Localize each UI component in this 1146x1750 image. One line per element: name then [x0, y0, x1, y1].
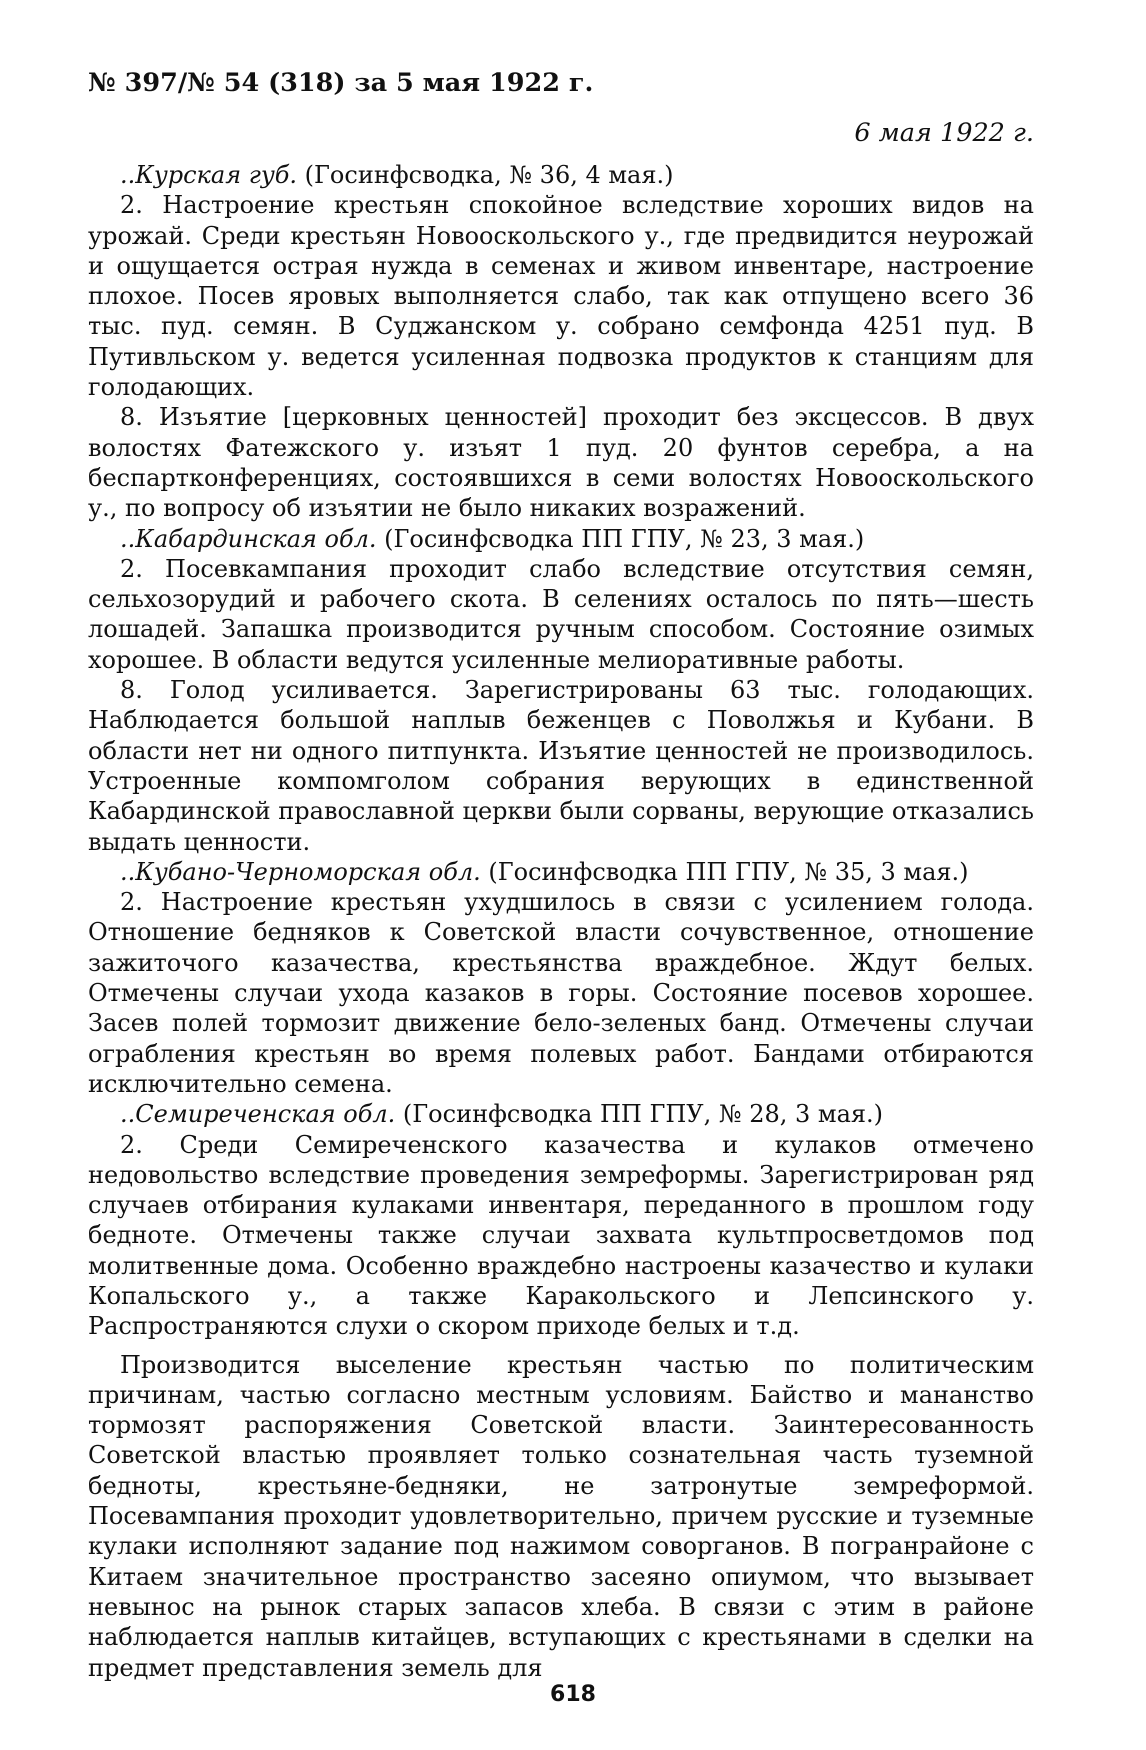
- region-source: (Госинфсводка ПП ГПУ, № 23, 3 мая.): [376, 524, 865, 553]
- region-source: (Госинфсводка, № 36, 4 мая.): [297, 161, 674, 189]
- closing-paragraph: Производится выселение крестьян частью по политическим причинам, частью согласно местным условиям. Байство и мананство тормозят распоряжения Советской власти. Заинтересованность Советской властью проявляет только сознательная часть туземной бедноты, крестьяне-бедняки, не затронутые земреформой. Посевампания проходит удовлетворительно, причем русские и туземные кулаки исполняют задание под нажимом соворганов. В погранрайоне с Китаем значительное пространство засеяно опиумом, что вызывает невынос на рынок старых запасов хлеба. В связи с этим в районе наблюдается наплыв китайцев, вступающих с крестьянами в сделки на предмет представления земель для: [88, 1350, 1034, 1682]
- section-header: [88, 857, 1034, 887]
- paragraph: 2. Настроение крестьян ухудшилось в связи с усилением голода. Отношение бедняков к Советской власти сочувственное, отношение зажиточого казачества, крестьянства враждебное. Ждут белых. Отмечены случаи ухода казаков в горы. Состояние посевов хорошее. Засев полей тормозит движение бело-зеленых банд. Отмечены случаи ограбления крестьян во время полевых работ. Бандами отбираются исключительно семена.: [88, 888, 1034, 1098]
- document-date: 6 мая 1922 г.: [854, 118, 1034, 148]
- paragraph: 8. Голод усиливается. Зарегистрированы 63 тыс. голодающих. Наблюдается большой наплыв беженцев с Поволжья и Кубани. В области нет ни одного питпункта. Изъятие ценностей не производилось. Устроенные компомголом собрания верующих в единственной Кабардинской православной церкви были сорваны, верующие отказались выдать ценности.: [88, 676, 1034, 856]
- region-source: (Госинфсводка ПП ГПУ, № 35, 3 мая.): [480, 857, 969, 886]
- region-name: ..Семиреченская обл.: [120, 1100, 396, 1129]
- section-header: [88, 160, 1034, 190]
- document-body: [88, 160, 1034, 1683]
- section-header: [88, 1099, 1034, 1129]
- page-number: 618: [550, 1682, 596, 1707]
- section-header: [88, 524, 1034, 554]
- paragraph: 2. Посевкампания проходит слабо вследствие отсутствия семян, сельхозорудий и рабочего скота. В селениях осталось по пять—шесть лошадей. Запашка производится ручным способом. Состояние озимых хорошее. В области ведутся усиленные мелиоративные работы.: [88, 554, 1034, 674]
- region-name: ..Кабардинская обл.: [120, 524, 377, 553]
- region-name: ..Курская губ.: [120, 161, 298, 189]
- document-page: [88, 68, 1034, 1683]
- region-name: ..Кубано-Черноморская обл.: [120, 857, 481, 886]
- paragraph: 2. Настроение крестьян спокойное вследствие хороших видов на урожай. Среди крестьян Новооскольского у., где предвидится неурожай и ощущается острая нужда в семенах и живом инвентаре, настроение плохое. Посев яровых выполняется слабо, так как отпущено всего 36 тыс. пуд. семян. В Суджанском у. собрано семфонда 4251 пуд. В Путивльском у. ведется усиленная подвозка продуктов к станциям для голодающих.: [88, 191, 1034, 402]
- document-heading: № 397/№ 54 (318) за 5 мая 1922 г.: [88, 68, 594, 98]
- region-source: (Госинфсводка ПП ГПУ, № 28, 3 мая.): [395, 1100, 884, 1129]
- paragraph: 8. Изъятие [церковных ценностей] проходит без эксцессов. В двух волостях Фатежского у. изъят 1 пуд. 20 фунтов серебра, а на беспартконференциях, состоявшихся в семи волостях Новооскольского у., по вопросу об изъятии не было никаких возражений.: [88, 403, 1034, 523]
- paragraph: 2. Среди Семиреченского казачества и кулаков отмечено недовольство вследствие проведения земреформы. Зарегистрирован ряд случаев отбирания кулаками инвентаря, переданного в прошлом году бедноте. Отмечены также случаи захвата культпросветдомов под молитвенные дома. Особенно враждебно настроены казачество и кулаки Копальского у., а также Каракольского и Лепсинского у. Распространяются слухи о скором приходе белых и т.д.: [88, 1130, 1034, 1341]
